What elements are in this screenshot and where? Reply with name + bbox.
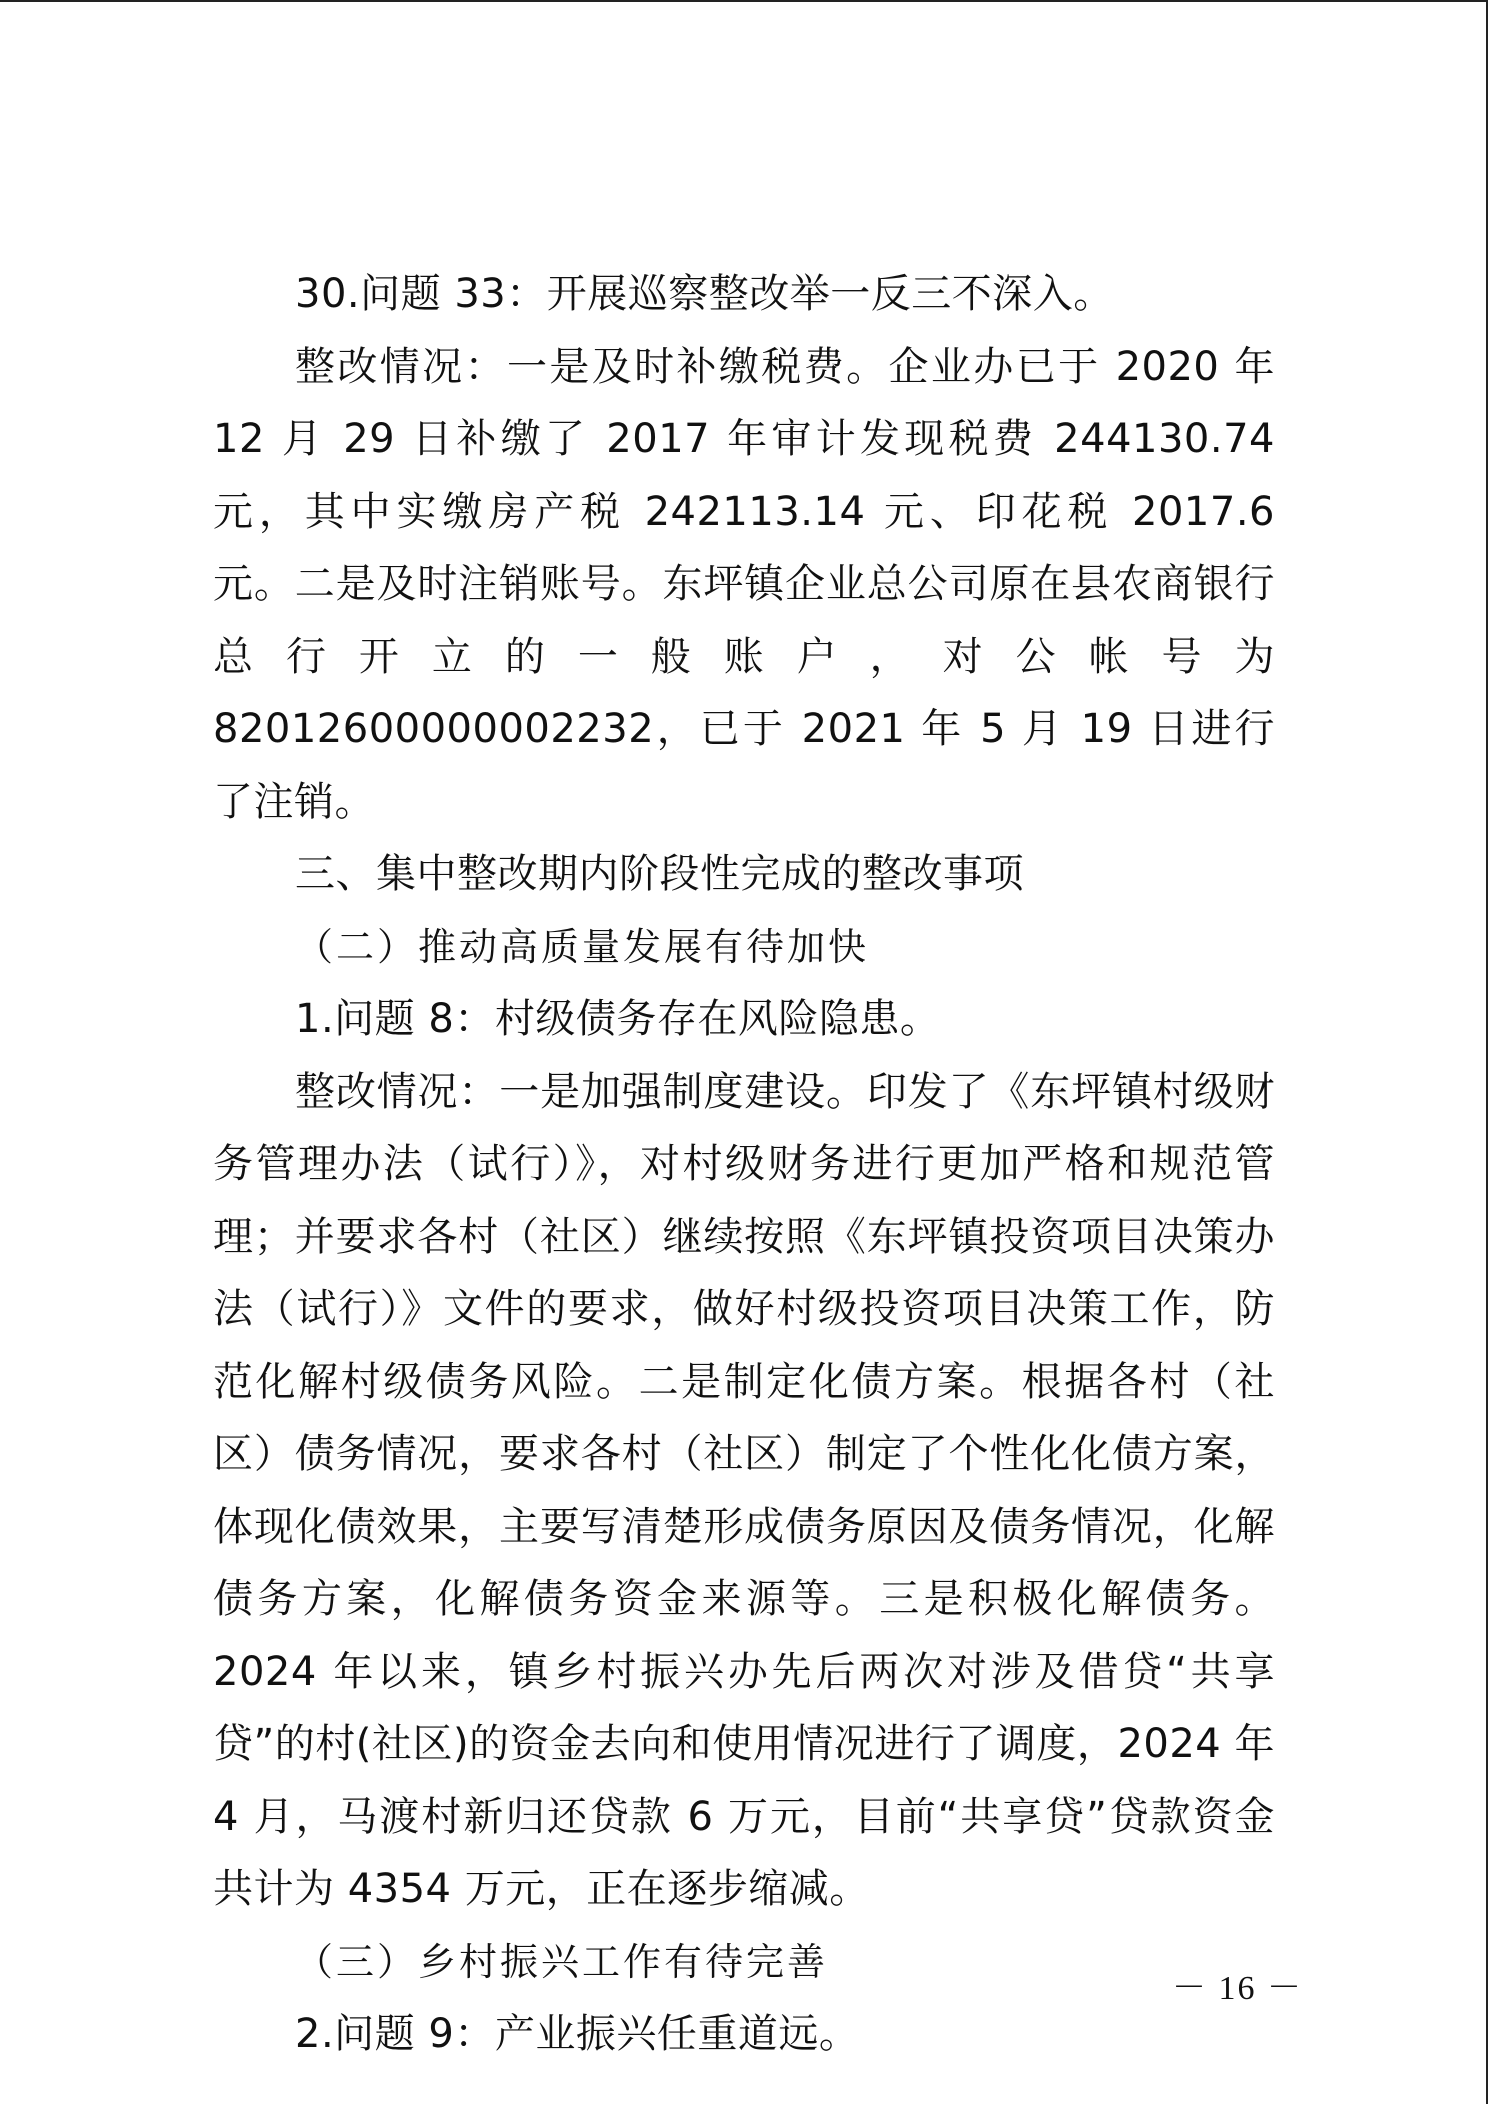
issue-30-heading: 30.问题 33：开展巡察整改举一反三不深入。 xyxy=(295,271,1114,317)
document-body xyxy=(213,258,1275,2071)
page-number: － 16 － xyxy=(1172,1970,1303,2007)
section-three-heading: 三、集中整改期内阶段性完成的整改事项 xyxy=(295,851,1024,897)
issue-8-heading: 1.问题 8：村级债务存在风险隐患。 xyxy=(295,996,941,1042)
issue-8-rectification-paragraph: 整改情况：一是加强制度建设。印发了《东坪镇村级财务管理办法（试行）》，对村级财务进行更加严格和规范管理；并要求各村（社区）继续按照《东坪镇投资项目决策办法（试行）》文件的要求，做好村级投资项目决策工作，防范化解村级债务风险。二是制定化债方案。根据各村（社区）债务情况，要求各村（社区）制定了个性化化债方案，体现化债效果，主要写清楚形成债务原因及债务情况，化解债务方案，化解债务资金来源等。三是积极化解债务。2024 年以来，镇乡村振兴办先后两次对涉及借贷“共享贷”的村(社区)的资金去向和使用情况进行了调度，2024 年 4 月，马渡村新归还贷款 6 万元，目前“共享贷”贷款资金共计为 4354 万元，正在逐步缩减。 xyxy=(213,1068,1275,1912)
issue-30-rectification-paragraph: 整改情况：一是及时补缴税费。企业办已于 2020 年 12 月 29 日补缴了 2017 年审计发现税费 244130.74 元，其中实缴房产税 242113.14 元、印花税 2017.6 元。二是及时注销账号。东坪镇企业总公司原在县农商银行总行开立的一般账户，对公帐号为 82012600000002232，已于 2021 年 5 月 19 日进行了注销。 xyxy=(213,343,1275,825)
subsection-three-heading: （三）乡村振兴工作有待完善 xyxy=(295,1939,829,1984)
subsection-two-heading: （二）推动高质量发展有待加快 xyxy=(295,924,870,969)
issue-9-heading: 2.问题 9：产业振兴任重道远。 xyxy=(295,2011,860,2057)
